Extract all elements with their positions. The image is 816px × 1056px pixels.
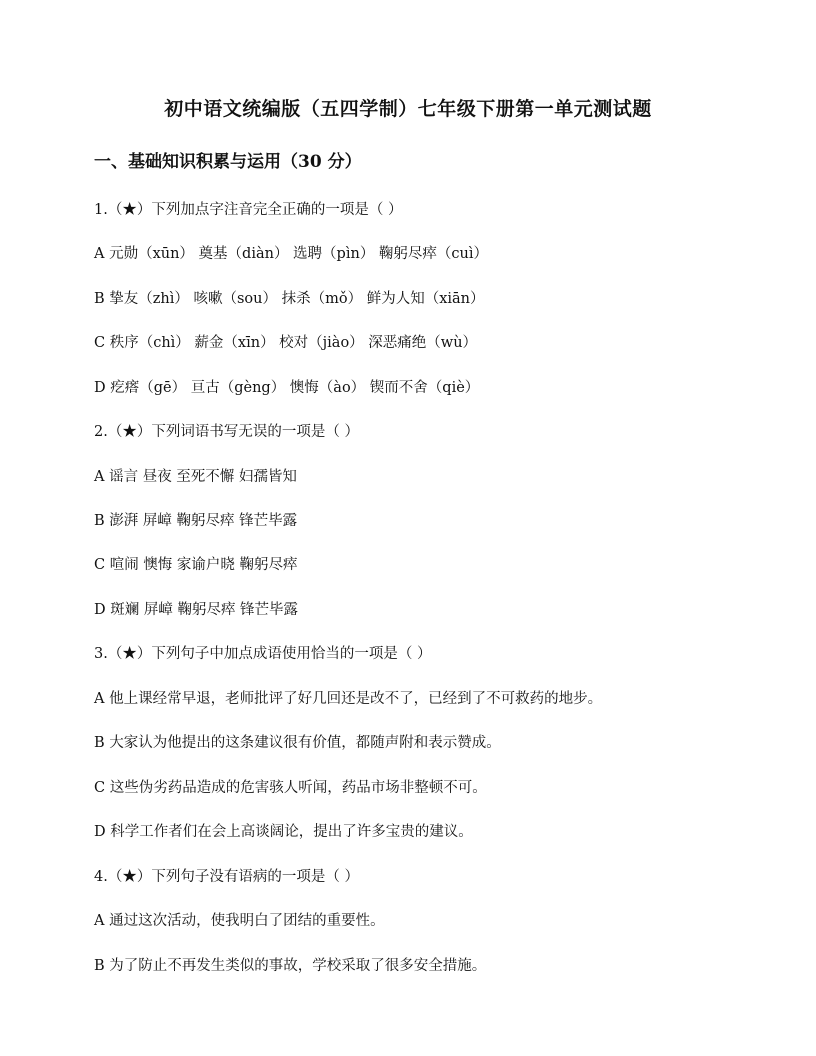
question-4-stem: 4.（★）下列句子没有语病的一项是（ ）: [94, 869, 359, 885]
question-4-option-a: A 通过这次活动，使我明白了团结的重要性。: [94, 913, 385, 929]
question-3-option-c: C 这些伪劣药品造成的危害骇人听闻，药品市场非整顿不可。: [94, 780, 487, 796]
question-3-option-a: A 他上课经常早退，老师批评了好几回还是改不了，已经到了不可救药的地步。: [94, 691, 603, 707]
question-3-option-b: B 大家认为他提出的这条建议很有价值，都随声附和表示赞成。: [94, 735, 501, 751]
question-1-option-c: C 秩序（chì） 薪金（xīn） 校对（jiào） 深恶痛绝（wù）: [94, 335, 478, 351]
question-4-option-b: B 为了防止不再发生类似的事故，学校采取了很多安全措施。: [94, 958, 487, 974]
question-2-option-c: C 喧闹 懊悔 家谕户晓 鞠躬尽瘁: [94, 557, 298, 573]
question-3-option-d: D 科学工作者们在会上高谈阔论，提出了许多宝贵的建议。: [94, 824, 473, 840]
document-title: 初中语文统编版（五四学制）七年级下册第一单元测试题: [164, 98, 652, 120]
question-1-option-b: B 挚友（zhì） 咳嗽（sou） 抹杀（mǒ） 鲜为人知（xiān）: [94, 291, 485, 307]
question-3-stem: 3.（★）下列句子中加点成语使用恰当的一项是（ ）: [94, 646, 432, 662]
question-2-option-d: D 斑斓 屏嶂 鞠躬尽瘁 锋芒毕露: [94, 602, 299, 618]
question-1-option-d: D 疙瘩（gē） 亘古（gèng） 懊悔（ào） 锲而不舍（qiè）: [94, 380, 480, 396]
question-1-option-a: A 元勋（xūn） 奠基（diàn） 选聘（pìn） 鞠躬尽瘁（cuì）: [94, 246, 489, 262]
question-2-option-a: A 谣言 昼夜 至死不懈 妇孺皆知: [94, 469, 297, 485]
question-2-stem: 2.（★）下列词语书写无误的一项是（ ）: [94, 424, 359, 440]
section-heading: 一、基础知识积累与运用（30 分）: [94, 152, 362, 172]
question-1-stem: 1.（★）下列加点字注音完全正确的一项是（ ）: [94, 202, 403, 218]
question-2-option-b: B 澎湃 屏嶂 鞠躬尽瘁 锋芒毕露: [94, 513, 298, 529]
